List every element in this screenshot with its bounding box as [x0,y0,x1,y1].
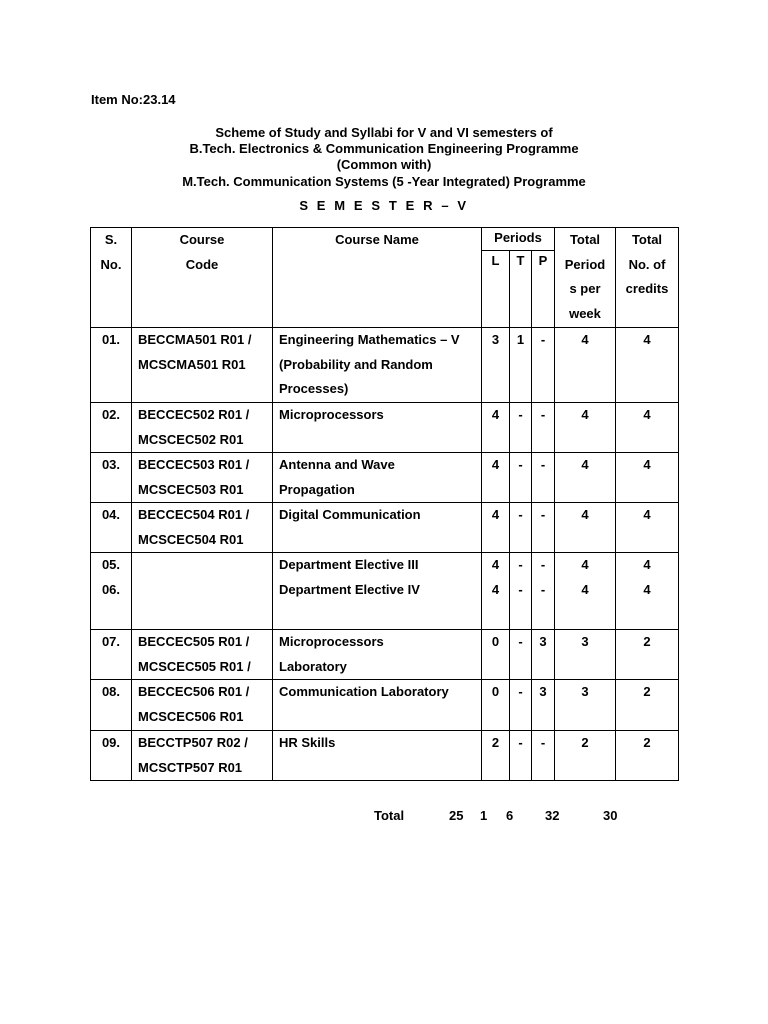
cell-credits [616,403,679,453]
header-course-code [132,228,273,328]
cell-credits-line: 4 [643,332,651,347]
cell-p [532,553,555,630]
cell-course-name [273,553,482,630]
cell-p-line: - [540,507,546,522]
header-total-line: week [569,305,601,321]
cell-t [510,403,532,453]
cell-total-periods [555,630,616,680]
cell-sno [91,453,132,503]
cell-course-code-line: MCSCMA501 R01 [138,356,246,372]
cell-course-code [132,553,273,630]
cell-credits-line: 4 [643,407,651,422]
cell-total-periods [555,328,616,403]
course-table [90,227,679,781]
cell-course-code-line: BECCEC505 R01 / [138,634,250,649]
cell-p-line: - [540,557,546,572]
cell-total-periods [555,403,616,453]
cell-sno [91,503,132,553]
cell-course-name-line: Department Elective IV [279,581,420,597]
cell-total-periods-line: 4 [581,581,589,597]
cell-credits-line: 4 [643,581,651,597]
header-total-credits [616,228,679,328]
cell-p-line: - [540,407,546,422]
cell-sno-line: 03. [101,457,121,472]
cell-course-name-line: HR Skills [279,735,336,750]
total-credits: 30 [603,808,618,823]
table-row [91,553,679,630]
header-credits-line: Total [631,232,663,247]
cell-l [482,403,510,453]
header-total-line: Period [564,256,606,272]
cell-sno-line: 01. [101,332,121,347]
header-credits-line: No. of [628,256,666,272]
header-l [482,251,510,328]
header-periods-text: Periods [494,230,542,245]
total-l: 25 [449,808,464,823]
cell-l [482,680,510,731]
cell-course-code [132,503,273,553]
cell-sno [91,731,132,781]
cell-course-name-line: (Probability and Random [279,356,433,372]
header-course-name [273,228,482,328]
total-label: Total [374,808,405,823]
cell-credits [616,680,679,731]
cell-credits-line: 2 [643,684,651,699]
cell-t [510,630,532,680]
cell-course-name-line: Microprocessors [279,407,384,422]
cell-sno [91,680,132,731]
title-line-1: Scheme of Study and Syllabi for V and VI semesters of [215,125,553,140]
table-row [91,328,679,403]
cell-sno-line: 09. [101,735,121,750]
title-line-4: M.Tech. Communication Systems (5 -Year Integrated) Programme [182,174,586,189]
cell-course-code-line: MCSCEC504 R01 [138,531,244,547]
header-p [532,251,555,328]
cell-sno-line: 06. [101,581,121,597]
cell-l-line: 4 [491,581,500,597]
cell-l-line: 4 [491,407,500,422]
cell-sno-line: 05. [101,557,121,572]
cell-course-name [273,453,482,503]
cell-course-code [132,328,273,403]
cell-credits [616,630,679,680]
cell-t-line: - [518,507,523,522]
cell-l [482,503,510,553]
cell-course-name [273,328,482,403]
total-p: 6 [506,808,514,823]
cell-p [532,328,555,403]
cell-t [510,503,532,553]
cell-t [510,731,532,781]
header-total-line: s per [569,281,601,296]
cell-course-name-line: Propagation [279,481,355,497]
cell-l [482,328,510,403]
header-t-text: T [516,253,525,268]
cell-course-code [132,680,273,731]
cell-course-name [273,403,482,453]
cell-course-name [273,630,482,680]
cell-sno [91,328,132,403]
cell-credits-line: 4 [643,457,651,472]
cell-course-code-line: MCSCEC505 R01 / [138,658,251,674]
header-sno-line: No. [100,256,122,272]
cell-p-line: - [540,457,546,472]
cell-l [482,731,510,781]
header-total-periods [555,228,616,328]
cell-course-name-line: Microprocessors [279,634,384,649]
cell-course-name [273,503,482,553]
cell-p-line: 3 [539,684,547,699]
table-row [91,630,679,680]
cell-t-line: - [518,407,523,422]
cell-course-code-line: BECCEC503 R01 / [138,457,250,472]
cell-p-line: - [540,581,546,597]
cell-total-periods-line: 4 [581,457,589,472]
header-credits-line: credits [625,281,669,296]
cell-sno-line: 08. [101,684,121,699]
cell-p-line: 3 [539,634,547,649]
cell-t [510,328,532,403]
cell-l-line: 2 [491,735,500,750]
table-header-row-1 [91,228,679,251]
cell-l-line: 4 [491,457,500,472]
cell-total-periods-line: 4 [581,332,589,347]
cell-course-name-line: Digital Communication [279,507,421,522]
header-sno-line: S. [104,232,118,247]
cell-course-code [132,630,273,680]
semester-heading: S E M E S T E R – V [299,198,469,213]
total-t: 1 [480,808,488,823]
cell-course-name-line: Communication Laboratory [279,684,449,699]
cell-total-periods-line: 4 [581,507,589,522]
cell-p-line: - [540,735,546,750]
cell-course-code-line: MCSCEC506 R01 [138,708,244,724]
cell-total-periods-line: 3 [581,634,589,649]
cell-total-periods-line: 2 [581,735,589,750]
header-t [510,251,532,328]
cell-course-code-line: BECCEC506 R01 / [138,684,250,699]
cell-p [532,731,555,781]
cell-credits-line: 2 [643,634,651,649]
header-periods [482,228,555,251]
cell-t-line: - [518,581,523,597]
table-row [91,403,679,453]
cell-total-periods-line: 3 [581,684,589,699]
cell-p [532,453,555,503]
cell-l-line: 0 [491,634,500,649]
cell-total-periods [555,680,616,731]
title-line-2: B.Tech. Electronics & Communication Engineering Programme [189,141,579,156]
cell-sno [91,403,132,453]
cell-credits [616,328,679,403]
total-periods: 32 [545,808,560,823]
cell-t-line: - [518,684,523,699]
header-l-text: L [491,253,500,268]
cell-course-name-line: Engineering Mathematics – V [279,332,460,347]
table-row [91,731,679,781]
cell-course-name-line: Laboratory [279,658,347,674]
cell-credits [616,731,679,781]
header-code-line: Course [179,232,225,247]
cell-credits-line: 2 [643,735,651,750]
cell-sno-line: 07. [101,634,121,649]
table-row [91,503,679,553]
cell-course-code-line: BECCEC504 R01 / [138,507,250,522]
cell-t-line: - [518,634,523,649]
cell-sno-line: 04. [101,507,121,522]
cell-total-periods [555,553,616,630]
cell-l [482,630,510,680]
cell-sno-line: 02. [101,407,121,422]
cell-total-periods [555,453,616,503]
cell-course-name-line: Processes) [279,381,349,396]
cell-l-line: 3 [491,332,500,347]
cell-t-line: 1 [516,332,525,347]
cell-credits [616,453,679,503]
cell-t [510,680,532,731]
cell-l-line: 4 [491,557,500,572]
cell-l [482,553,510,630]
header-sno [91,228,132,328]
cell-credits [616,553,679,630]
cell-p [532,630,555,680]
cell-p [532,403,555,453]
cell-total-periods [555,731,616,781]
cell-t-line: - [518,735,523,750]
cell-credits-line: 4 [643,507,651,522]
header-total-line: Total [569,232,601,247]
cell-course-name-line: Antenna and Wave [279,457,395,472]
cell-course-code [132,403,273,453]
cell-course-code-line: MCSCEC502 R01 [138,431,244,447]
cell-course-name-line: Department Elective III [279,557,419,572]
cell-p-line: - [540,332,546,347]
cell-sno [91,553,132,630]
cell-l [482,453,510,503]
item-number: Item No:23.14 [91,92,176,107]
table-row [91,453,679,503]
cell-t [510,553,532,630]
cell-course-code-line: BECCMA501 R01 / [138,332,252,347]
cell-credits [616,503,679,553]
cell-total-periods-line: 4 [581,407,589,422]
cell-total-periods-line: 4 [581,557,589,572]
cell-course-code-line: BECCEC502 R01 / [138,407,250,422]
cell-course-code [132,453,273,503]
table-row [91,680,679,731]
cell-course-code-line: BECCTP507 R02 / [138,735,248,750]
cell-total-periods [555,503,616,553]
header-p-text: P [538,253,548,268]
cell-l-line: 4 [491,507,500,522]
cell-course-name [273,731,482,781]
cell-credits-line: 4 [643,557,651,572]
cell-l-line: 0 [491,684,500,699]
cell-t [510,453,532,503]
cell-sno [91,630,132,680]
header-code-line: Code [185,256,219,272]
cell-course-code [132,731,273,781]
cell-p [532,680,555,731]
cell-course-code-line: MCSCEC503 R01 [138,481,244,497]
cell-course-name [273,680,482,731]
cell-t-line: - [518,457,523,472]
cell-t-line: - [518,557,523,572]
cell-p [532,503,555,553]
title-line-3: (Common with) [336,157,432,172]
header-name-text: Course Name [335,232,419,247]
cell-course-code-line: MCSCTP507 R01 [138,759,243,775]
